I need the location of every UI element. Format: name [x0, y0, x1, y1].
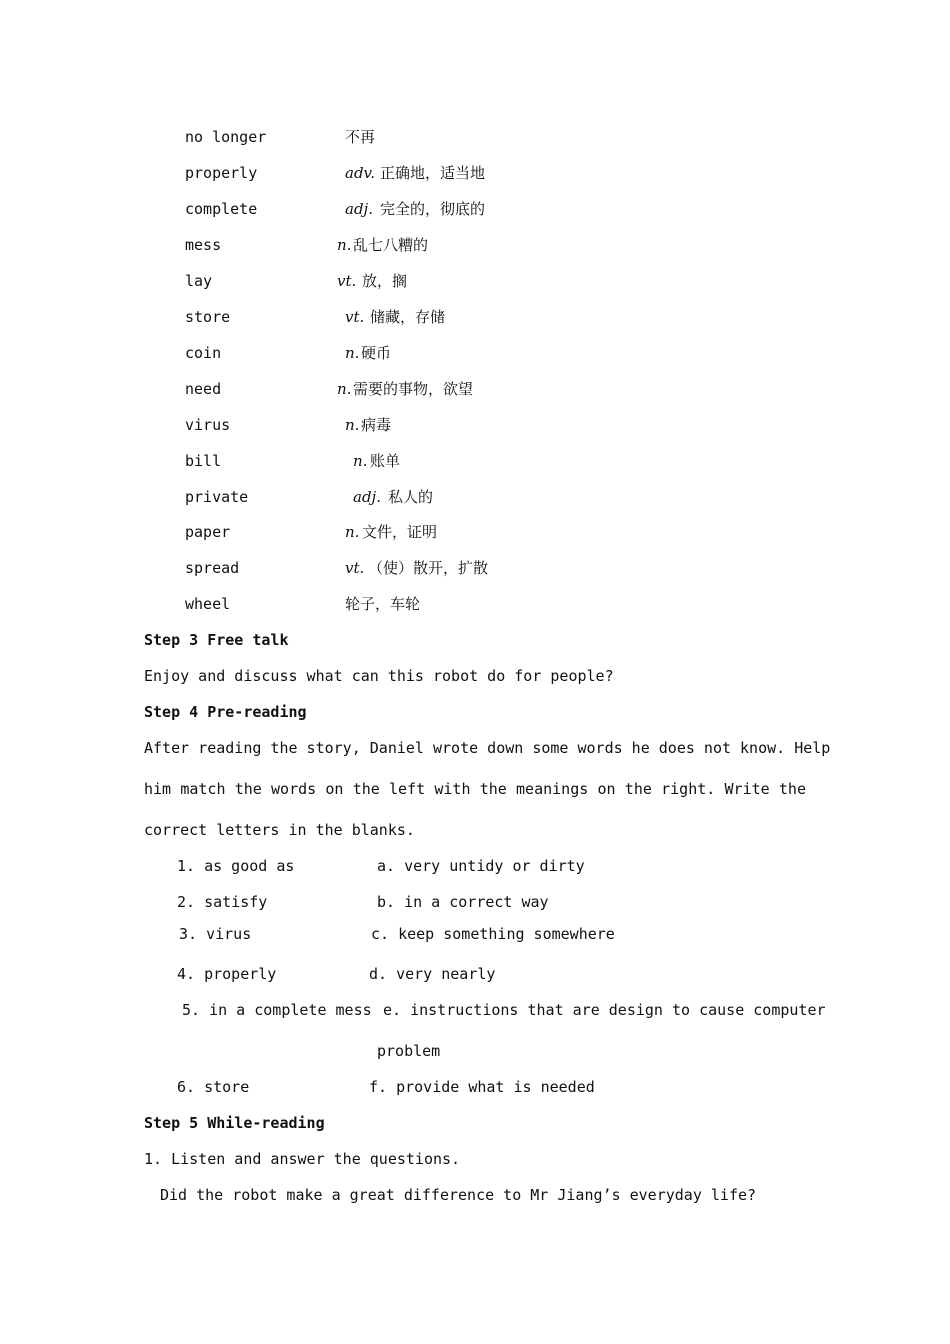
- vocab-pos: n.: [337, 236, 352, 254]
- vocab-meaning: 不再: [345, 128, 376, 146]
- match-left-item: 4. properly: [177, 965, 277, 983]
- vocab-pos: vt.: [345, 308, 365, 326]
- match-left-item: 2. satisfy: [177, 893, 268, 911]
- vocab-word: lay: [185, 272, 213, 290]
- vocab-pos: adj.: [345, 200, 373, 218]
- vocab-meaning: 账单: [370, 452, 401, 470]
- vocab-pos: adv.: [345, 164, 376, 182]
- vocab-meaning: 硬币: [361, 344, 392, 362]
- match-left-item: 6. store: [177, 1078, 250, 1096]
- step5-heading: Step 5 While-reading: [144, 1114, 325, 1132]
- step5-question: Did the robot make a great difference to Mr Jiang’s everyday life?: [160, 1186, 757, 1204]
- vocab-pos: n.: [353, 452, 368, 470]
- step4-instruction-line: After reading the story, Daniel wrote down some words he does not know. Help: [144, 739, 831, 757]
- match-left-item: 5. in a complete mess: [182, 1001, 372, 1019]
- match-right-item: a. very untidy or dirty: [377, 857, 585, 875]
- vocab-word: no longer: [185, 128, 267, 146]
- match-left-item: 1. as good as: [177, 857, 295, 875]
- vocab-word: coin: [185, 344, 222, 362]
- step4-instruction-line: him match the words on the left with the meanings on the right. Write the: [144, 780, 806, 798]
- vocab-pos: adj.: [353, 488, 381, 506]
- vocab-pos: n.: [337, 380, 352, 398]
- vocab-word: paper: [185, 523, 231, 541]
- match-right-item: b. in a correct way: [377, 893, 549, 911]
- match-right-item: f. provide what is needed: [369, 1078, 595, 1096]
- vocab-meaning: 乱七八糟的: [353, 236, 429, 254]
- vocab-word: complete: [185, 200, 258, 218]
- vocab-pos: n.: [345, 344, 360, 362]
- step3-heading: Step 3 Free talk: [144, 631, 289, 649]
- vocab-meaning: 正确地，适当地: [380, 164, 486, 182]
- vocab-meaning: 储藏，存储: [370, 308, 446, 326]
- vocab-meaning: 病毒: [361, 416, 392, 434]
- vocab-meaning: 完全的，彻底的: [380, 200, 486, 218]
- match-right-item-continued: problem: [377, 1042, 441, 1060]
- match-right-item: d. very nearly: [369, 965, 496, 983]
- vocab-word: mess: [185, 236, 222, 254]
- match-left-item: 3. virus: [179, 925, 252, 943]
- vocab-word: properly: [185, 164, 258, 182]
- vocab-word: spread: [185, 559, 240, 577]
- vocab-word: private: [185, 488, 249, 506]
- vocab-word: virus: [185, 416, 231, 434]
- vocab-meaning: 需要的事物，欲望: [353, 380, 474, 398]
- vocab-meaning: 轮子，车轮: [345, 595, 421, 613]
- vocab-pos: n.: [345, 523, 360, 541]
- vocab-word: need: [185, 380, 222, 398]
- match-right-item: e. instructions that are design to cause computer: [383, 1001, 826, 1019]
- vocab-word: bill: [185, 452, 222, 470]
- vocab-meaning: （使）散开，扩散: [368, 559, 489, 577]
- step3-text: Enjoy and discuss what can this robot do for people?: [144, 667, 614, 685]
- match-right-item: c. keep something somewhere: [371, 925, 615, 943]
- vocab-meaning: 放，搁: [362, 272, 408, 290]
- step4-instruction-line: correct letters in the blanks.: [144, 821, 415, 839]
- vocab-pos: n.: [345, 416, 360, 434]
- step5-item: 1. Listen and answer the questions.: [144, 1150, 461, 1168]
- step4-heading: Step 4 Pre-reading: [144, 703, 307, 721]
- vocab-word: wheel: [185, 595, 231, 613]
- vocab-meaning: 文件，证明: [362, 523, 438, 541]
- vocab-meaning: 私人的: [388, 488, 434, 506]
- vocab-pos: vt.: [337, 272, 357, 290]
- vocab-word: store: [185, 308, 231, 326]
- vocab-pos: vt.: [345, 559, 365, 577]
